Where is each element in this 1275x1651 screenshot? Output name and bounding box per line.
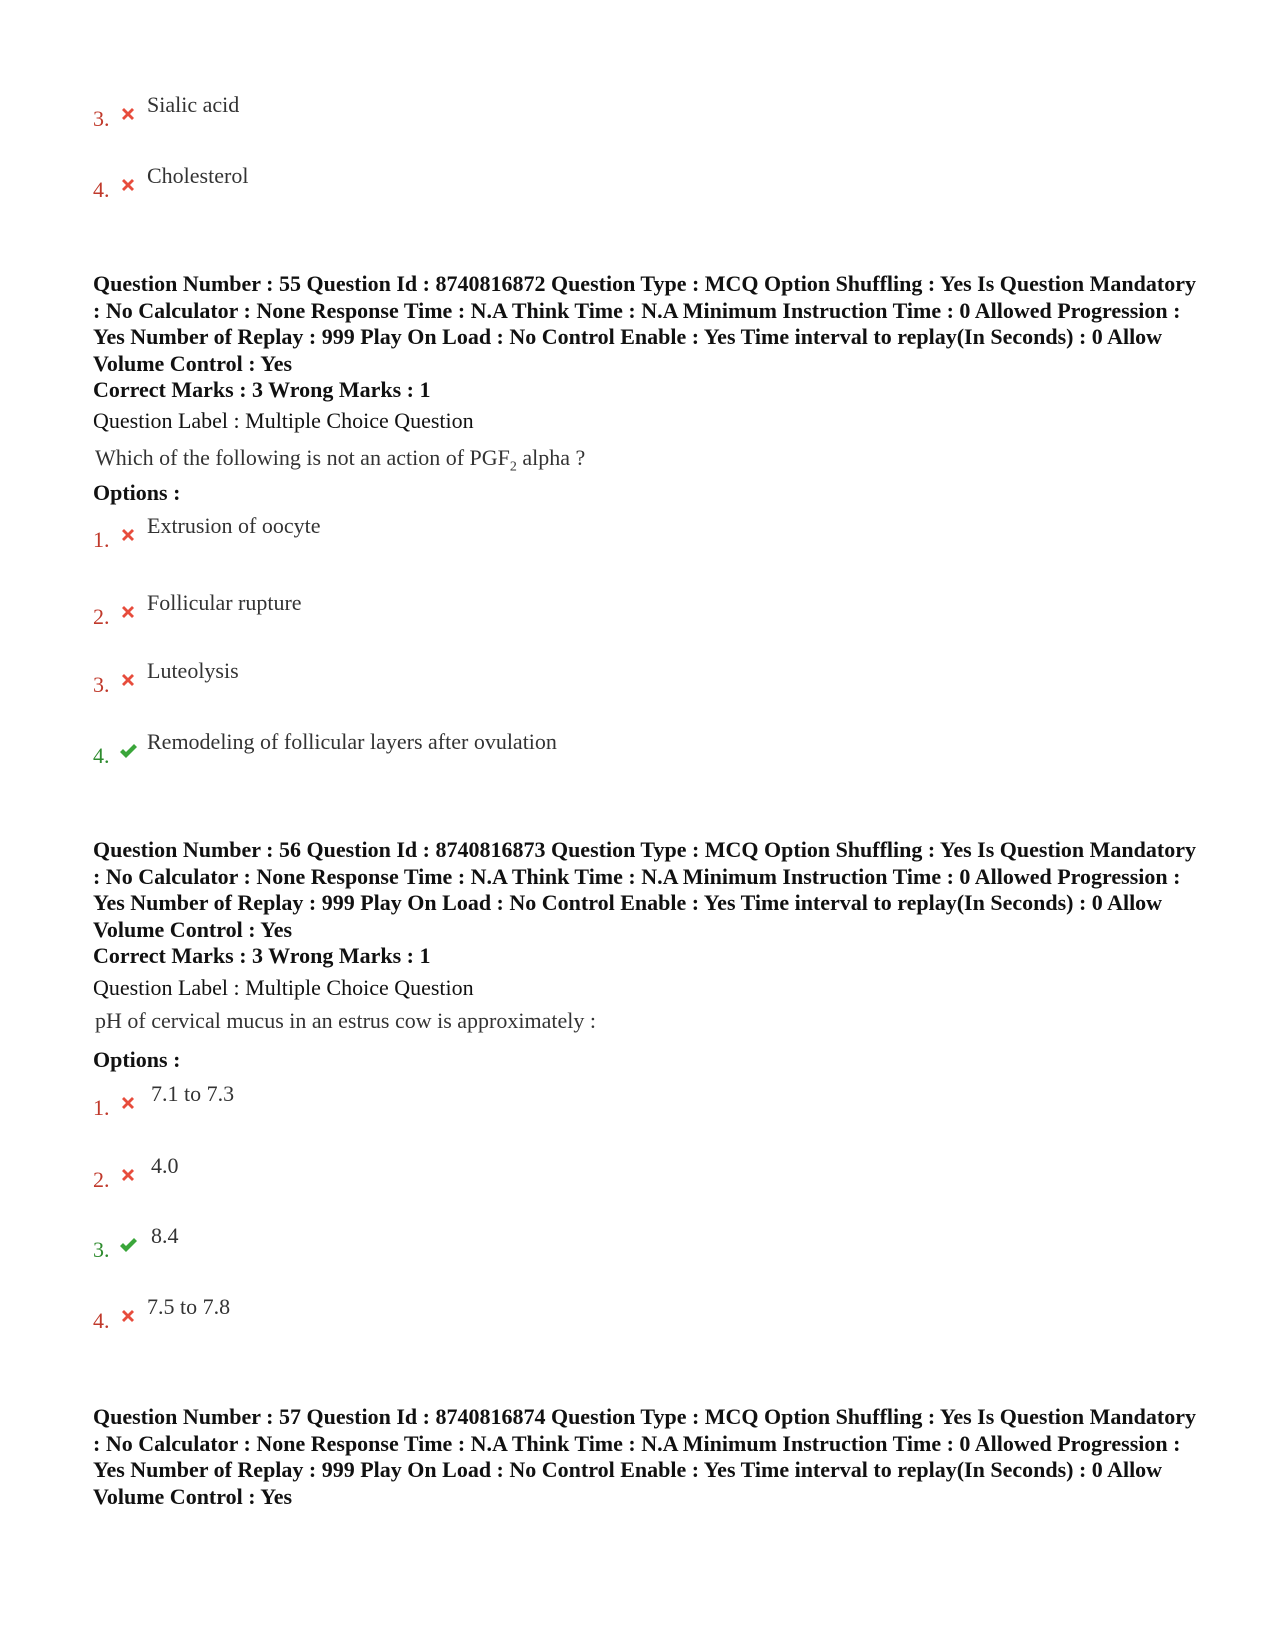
question-56-label: Question Label : Multiple Choice Question (93, 975, 474, 1000)
question-57-meta: Question Number : 57 Question Id : 8740816874 Question Type : MCQ Option Shuffling : Yes Is Question Mandatory : No Calculator : None Response Time : N.A Think Time : N.A Minimum Instruction Time : 0 Allowed Progression : Yes Number of Replay : 999 Play On Load : No Control Enable : Yes Time interval to replay(In Seconds) : 0 Allow Volume Control : Yes (93, 1404, 1196, 1509)
question-55-marks: Correct Marks : 3 Wrong Marks : 1 (93, 377, 431, 402)
cross-icon (118, 670, 138, 690)
cross-icon (118, 525, 138, 545)
cross-icon (118, 104, 138, 124)
question-55-label: Question Label : Multiple Choice Question (93, 408, 474, 433)
option-number: 2. (93, 1167, 110, 1192)
option-text: 7.1 to 7.3 (151, 1081, 235, 1106)
option-number: 3. (93, 1237, 110, 1262)
option-text: 8.4 (151, 1223, 179, 1248)
cross-icon (118, 602, 138, 622)
option-number: 3. (93, 106, 110, 131)
question-55-text-subscript: 2 (509, 459, 517, 475)
question-55-text-before: Which of the following is not an action of PGF (95, 445, 510, 470)
option-3 (93, 92, 793, 132)
cross-icon (118, 1093, 138, 1113)
option-text: Extrusion of oocyte (147, 513, 321, 538)
option-text: 4.0 (151, 1153, 179, 1178)
option-number: 4. (93, 1308, 110, 1333)
option-number: 4. (93, 743, 110, 768)
question-56-meta: Question Number : 56 Question Id : 8740816873 Question Type : MCQ Option Shuffling : Yes Is Question Mandatory : No Calculator : None Response Time : N.A Think Time : N.A Minimum Instruction Time : 0 Allowed Progression : Yes Number of Replay : 999 Play On Load : No Control Enable : Yes Time interval to replay(In Seconds) : 0 Allow Volume Control : Yes (93, 837, 1196, 942)
question-56-marks: Correct Marks : 3 Wrong Marks : 1 (93, 943, 431, 968)
option-number: 2. (93, 604, 110, 629)
option-text: Remodeling of follicular layers after ovulation (147, 729, 557, 754)
cross-icon (118, 1165, 138, 1185)
option-4 (93, 163, 793, 203)
option-number: 1. (93, 1095, 110, 1120)
question-55-text-after: alpha ? (516, 445, 586, 470)
option-text: Luteolysis (147, 658, 239, 683)
check-icon (118, 741, 138, 761)
question-56-options-label: Options : (93, 1047, 181, 1072)
option-text: Cholesterol (147, 163, 249, 188)
cross-icon (118, 175, 138, 195)
question-55-option-3 (93, 658, 793, 698)
check-icon (118, 1235, 138, 1255)
question-55-option-4 (93, 729, 793, 769)
question-55-options-label: Options : (93, 480, 181, 505)
option-number: 1. (93, 527, 110, 552)
option-text: Follicular rupture (147, 590, 302, 615)
question-56-option-2 (93, 1153, 793, 1193)
question-55-option-2 (93, 590, 793, 630)
cross-icon (118, 1306, 138, 1326)
question-56-option-1 (93, 1081, 793, 1121)
question-56-option-3 (93, 1223, 793, 1263)
question-56-option-4 (93, 1294, 793, 1334)
option-text: 7.5 to 7.8 (147, 1294, 231, 1319)
option-text: Sialic acid (147, 92, 240, 117)
option-number: 4. (93, 177, 110, 202)
question-56-text: pH of cervical mucus in an estrus cow is approximately : (95, 1008, 596, 1033)
option-number: 3. (93, 672, 110, 697)
question-55-meta: Question Number : 55 Question Id : 8740816872 Question Type : MCQ Option Shuffling : Yes Is Question Mandatory : No Calculator : None Response Time : N.A Think Time : N.A Minimum Instruction Time : 0 Allowed Progression : Yes Number of Replay : 999 Play On Load : No Control Enable : Yes Time interval to replay(In Seconds) : 0 Allow Volume Control : Yes (93, 271, 1196, 376)
question-55-option-1 (93, 513, 793, 553)
question-55-text (95, 445, 585, 475)
